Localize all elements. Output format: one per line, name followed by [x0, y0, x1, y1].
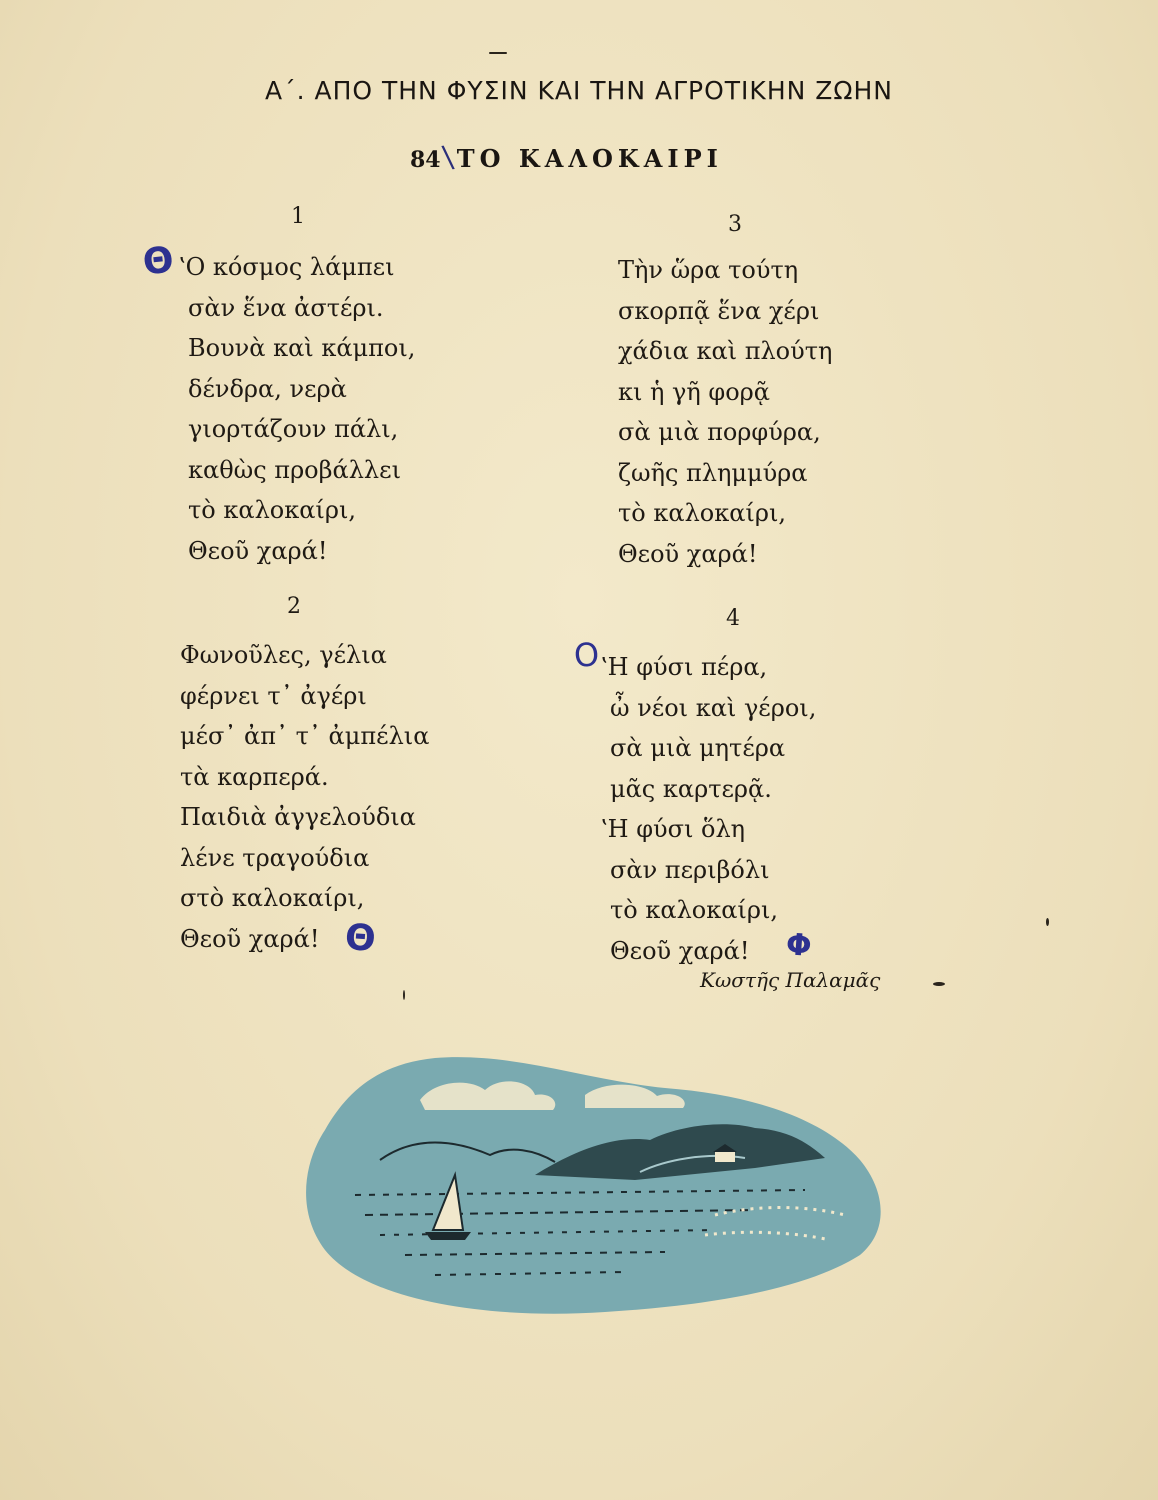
- stanza-2: [180, 635, 429, 959]
- stanza-1: [178, 247, 415, 571]
- author-signature: Κωστῆς Παλαμᾶς: [700, 968, 881, 992]
- verse-line: γιορτάζουν πάλι,: [188, 415, 399, 443]
- verse-line: τὸ καλοκαίρι,: [188, 496, 356, 524]
- pen-slash-mark: \: [440, 139, 456, 176]
- stanza-3: [618, 250, 832, 574]
- stanza-3-number: 3: [728, 212, 742, 237]
- verse-line: ὦ νέοι καὶ γέροι,: [610, 693, 817, 722]
- handwritten-mark: Θ: [140, 239, 176, 284]
- handwritten-mark: Ο: [572, 635, 601, 675]
- stanza-1-number: 1: [291, 204, 305, 229]
- verse-line: Φωνοῦλες, γέλια: [180, 641, 387, 669]
- verse-line: φέρνει τ᾽ ἀγέρι: [180, 681, 367, 710]
- verse-line: μᾶς καρτερᾷ.: [610, 774, 772, 803]
- island-sailboat-icon: [285, 1040, 890, 1330]
- stanza-2-number: 2: [287, 594, 301, 619]
- verse-line: ζωῆς πλημμύρα: [618, 458, 808, 487]
- verse-line: τὸ καλοκαίρι,: [618, 499, 786, 527]
- page-number: 84: [410, 147, 441, 173]
- verse-line: σὰν περιβόλι: [610, 855, 770, 884]
- verse-line: τὰ καρπερά.: [180, 762, 329, 791]
- verse-line: Θεοῦ χαρά!: [610, 936, 750, 965]
- verse-line: Θεοῦ χαρά!: [618, 539, 758, 568]
- verse-line: Θεοῦ χαρά!: [188, 536, 328, 565]
- verse-line: σὰ μιὰ πορφύρα,: [618, 418, 821, 446]
- paper-speck: [1046, 918, 1049, 926]
- handwritten-mark: Θ: [343, 916, 378, 961]
- verse-line: Παιδιὰ ἀγγελούδια: [180, 803, 416, 831]
- verse-line: σὰν ἕνα ἀστέρι.: [188, 293, 384, 322]
- verse-line: ʽΗ φύσι πέρα,: [600, 653, 768, 681]
- section-header: Α΄. ΑΠΟ ΤΗΝ ΦΥΣΙΝ ΚΑΙ ΤΗΝ ΑΓΡΟΤΙΚΗΝ ΖΩΗΝ: [264, 76, 894, 105]
- verse-line: κι ἡ γῆ φορᾷ: [618, 377, 770, 406]
- verse-line: στὸ καλοκαίρι,: [180, 884, 365, 912]
- handwritten-mark: Φ: [784, 927, 813, 964]
- verse-line: ʽΟ κόσμος λάμπει: [178, 253, 395, 281]
- verse-line: μέσ᾽ ἀπ᾽ τ᾽ ἀμπέλια: [180, 722, 430, 750]
- verse-line: δένδρα, νερὰ: [188, 374, 347, 403]
- verse-line: Βουνὰ καὶ κάμποι,: [188, 334, 416, 362]
- paper-speck: [489, 52, 507, 54]
- verse-line: σκορπᾷ ἕνα χέρι: [618, 296, 820, 325]
- verse-line: χάδια καὶ πλούτη: [618, 337, 833, 365]
- verse-line: Τὴν ὥρα τούτη: [618, 256, 799, 284]
- verse-line: σὰ μιὰ μητέρα: [610, 734, 786, 762]
- verse-line: ʽΗ φύσι ὅλη: [600, 815, 746, 843]
- poem-title-row: [410, 140, 723, 175]
- paper-speck: [403, 990, 405, 1000]
- stanza-4-number: 4: [726, 606, 740, 631]
- verse-line: καθὼς προβάλλει: [188, 455, 401, 484]
- paper-speck: [933, 982, 945, 986]
- verse-line: τὸ καλοκαίρι,: [610, 896, 778, 924]
- verse-line: Θεοῦ χαρά!: [180, 924, 320, 953]
- verse-line: λένε τραγούδια: [180, 843, 370, 872]
- poem-title: ΤΟ ΚΑΛΟΚΑΙΡΙ: [456, 144, 723, 173]
- stanza-4: [600, 647, 816, 971]
